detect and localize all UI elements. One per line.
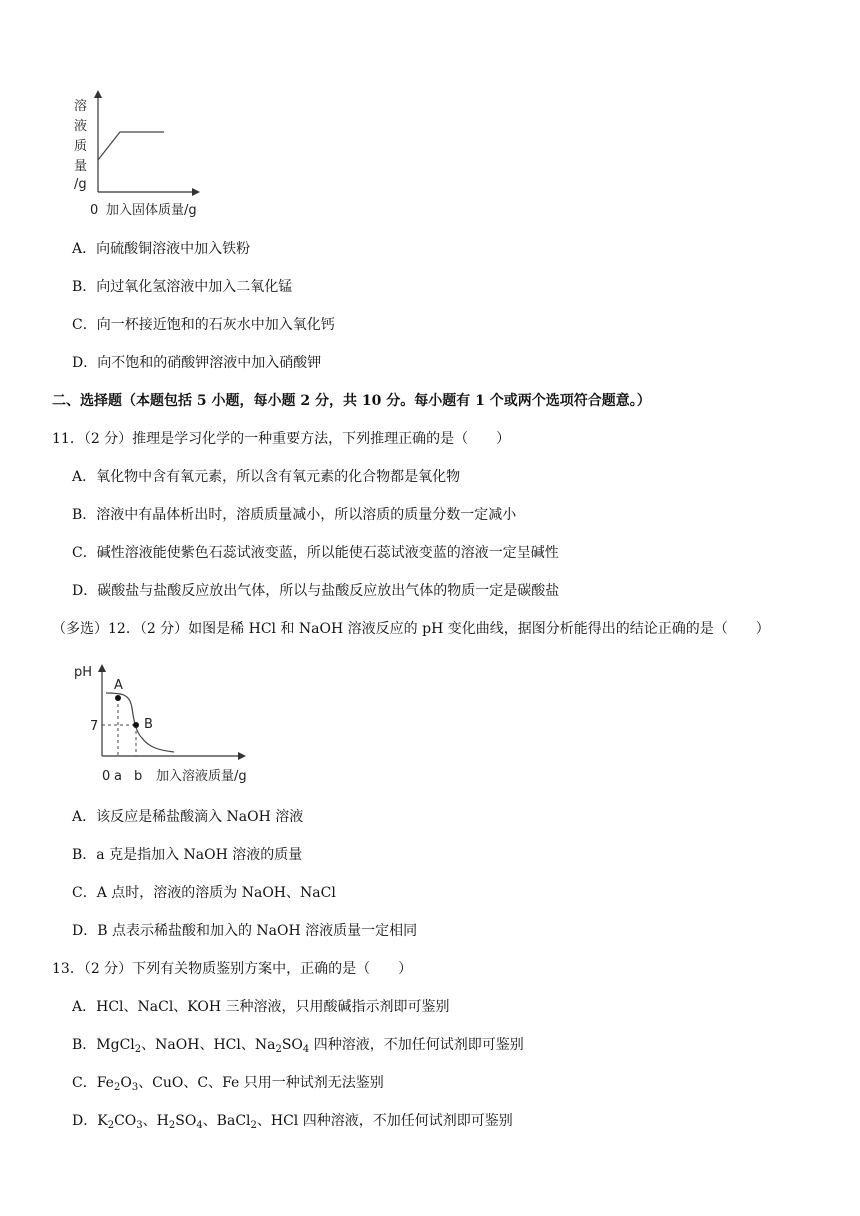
ph-x-arrow bbox=[238, 752, 246, 760]
graph1-y-label-2: 液 bbox=[74, 119, 88, 134]
q13-d-part: 、BaCl bbox=[202, 1113, 251, 1129]
q12-option-a[interactable]: A．该反应是稀盐酸滴入 NaOH 溶液 bbox=[72, 809, 304, 825]
q11-stem: 11．（2 分）推理是学习化学的一种重要方法，下列推理正确的是（ ） bbox=[52, 431, 511, 447]
q11-option-c[interactable]: C．碱性溶液能使紫色石蕊试液变蓝，所以能使石蕊试液变蓝的溶液一定呈碱性 bbox=[72, 545, 559, 561]
q12-option-b[interactable]: B．a 克是指加入 NaOH 溶液的质量 bbox=[72, 847, 303, 863]
graph1-y-label-4: 量 bbox=[74, 159, 88, 174]
q11-option-b[interactable]: B．溶液中有晶体析出时，溶质质量减小，所以溶质的质量分数一定减小 bbox=[72, 507, 517, 523]
ph-curve bbox=[106, 693, 174, 752]
q13-d-part: D．K bbox=[72, 1113, 108, 1129]
q10-option-c[interactable]: C．向一杯接近饱和的石灰水中加入氧化钙 bbox=[72, 317, 335, 333]
graph1-origin: 0 bbox=[90, 203, 99, 218]
q13-option-b[interactable] bbox=[72, 1034, 524, 1054]
ph-point-a bbox=[115, 695, 121, 701]
q13-option-d[interactable] bbox=[72, 1110, 513, 1130]
ph-point-b bbox=[133, 722, 139, 728]
q13-d-sub: 4 bbox=[196, 1120, 203, 1131]
q13-b-part: SO bbox=[281, 1037, 303, 1053]
q10-option-b[interactable]: B．向过氧化氢溶液中加入二氧化锰 bbox=[72, 279, 293, 295]
q10-option-a[interactable]: A．向硫酸铜溶液中加入铁粉 bbox=[72, 241, 251, 257]
q11-option-d[interactable]: D．碳酸盐与盐酸反应放出气体，所以与盐酸反应放出气体的物质一定是碳酸盐 bbox=[72, 583, 560, 599]
q13-d-sub: 3 bbox=[136, 1120, 143, 1131]
q13-b-sub: 2 bbox=[134, 1044, 142, 1055]
ph-x-label: 加入溶液质量/g bbox=[156, 769, 247, 784]
q12-option-d[interactable]: D．B 点表示稀盐酸和加入的 NaOH 溶液质量一定相同 bbox=[72, 923, 418, 939]
q13-c-part: C．Fe bbox=[72, 1075, 114, 1091]
q13-d-sub: 2 bbox=[250, 1120, 257, 1131]
graph1-y-label-3: 质 bbox=[74, 139, 88, 154]
graph1-curve bbox=[98, 132, 164, 160]
q13-b-part: 四种溶液，不加任何试剂即可鉴别 bbox=[309, 1037, 524, 1053]
q13-b-sub: 2 bbox=[275, 1044, 282, 1055]
q10-option-d[interactable]: D．向不饱和的硝酸钾溶液中加入硝酸钾 bbox=[72, 355, 322, 371]
ph-point-b-label: B bbox=[144, 717, 153, 732]
ph-x-tick-b: b bbox=[134, 769, 143, 784]
q13-d-sub: 2 bbox=[168, 1120, 176, 1131]
ph-x-tick-0: 0 bbox=[102, 769, 111, 784]
section-2-heading: 二、选择题（本题包括 5 小题，每小题 2 分，共 10 分。每小题有 1 个或两个选项符合题意。） bbox=[52, 393, 651, 409]
graph1-y-label-5: /g bbox=[74, 177, 87, 192]
q12-option-c[interactable]: C．A 点时，溶液的溶质为 NaOH、NaCl bbox=[72, 885, 336, 901]
q13-d-part: SO bbox=[175, 1113, 197, 1129]
q13-d-part: CO bbox=[114, 1113, 137, 1129]
ph-x-tick-a: a bbox=[114, 769, 122, 784]
graph1-y-label-1: 溶 bbox=[74, 99, 88, 114]
q13-option-c[interactable] bbox=[72, 1072, 384, 1092]
q13-d-part: 、H bbox=[142, 1113, 169, 1129]
graph1-x-arrow bbox=[192, 188, 200, 196]
q13-option-a[interactable]: A．HCl、NaCl、KOH 三种溶液，只用酸碱指示剂即可鉴别 bbox=[72, 999, 450, 1015]
q13-d-sub: 2 bbox=[107, 1120, 115, 1131]
ph-y-arrow bbox=[98, 664, 106, 672]
q13-stem: 13．（2 分）下列有关物质鉴别方案中，正确的是（ ） bbox=[52, 961, 413, 977]
graph1-x-label: 加入固体质量/g bbox=[106, 203, 197, 218]
q13-c-part: O bbox=[120, 1075, 132, 1091]
q13-c-sub: 2 bbox=[113, 1082, 121, 1093]
q13-c-sub: 3 bbox=[131, 1082, 139, 1093]
q13-b-part: 、NaOH、HCl、Na bbox=[141, 1037, 276, 1053]
ph-point-a-label: A bbox=[114, 678, 123, 693]
ph-curve-graph bbox=[70, 660, 280, 785]
q12-stem: （多选）12．（2 分）如图是稀 HCl 和 NaOH 溶液反应的 pH 变化曲线，据图分析能得出的结论正确的是（ ） bbox=[52, 621, 770, 637]
q13-c-part: 、CuO、C、Fe 只用一种试剂无法鉴别 bbox=[138, 1075, 384, 1091]
q13-b-part: B．MgCl bbox=[72, 1037, 135, 1053]
ph-y-tick-7: 7 bbox=[90, 719, 99, 734]
ph-y-label: pH bbox=[74, 665, 93, 680]
q13-b-sub: 4 bbox=[302, 1044, 310, 1055]
graph1-y-arrow bbox=[94, 90, 102, 98]
solution-mass-graph bbox=[70, 88, 230, 223]
q13-d-part: 、HCl 四种溶液，不加任何试剂即可鉴别 bbox=[256, 1113, 513, 1129]
q11-option-a[interactable]: A．氧化物中含有氧元素，所以含有氧元素的化合物都是氧化物 bbox=[72, 469, 461, 485]
